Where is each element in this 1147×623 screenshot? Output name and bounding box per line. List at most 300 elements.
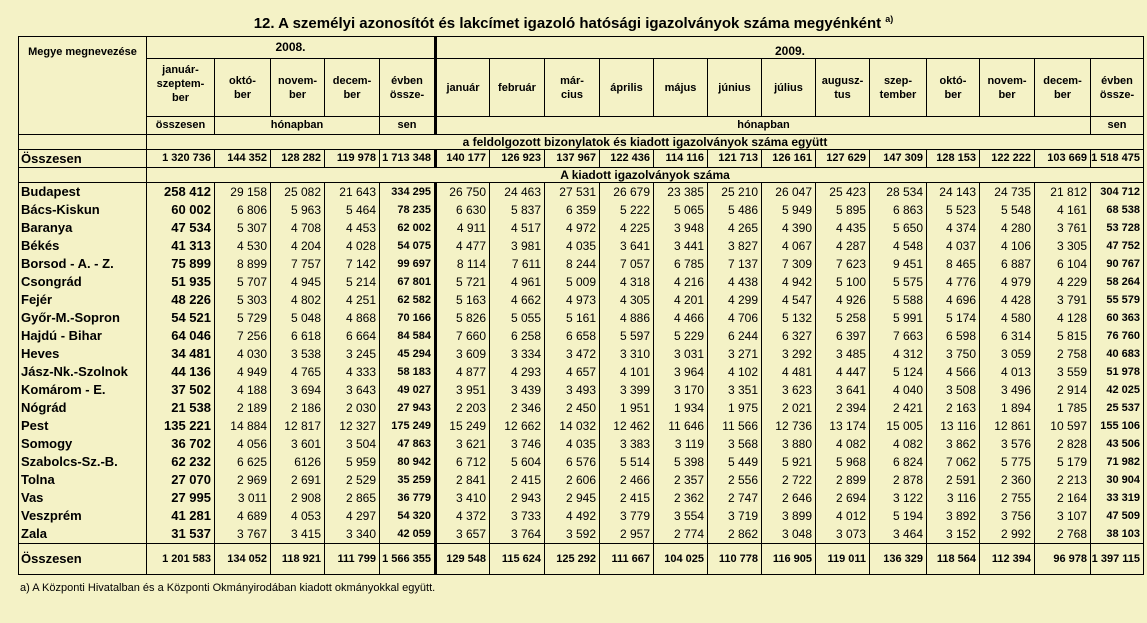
cell-value: 4 161 bbox=[1035, 201, 1091, 219]
cell-value: 6 785 bbox=[654, 255, 708, 273]
cell-value: 5 968 bbox=[816, 453, 870, 471]
cell-value: 25 537 bbox=[1091, 399, 1144, 417]
cell-value: 2 841 bbox=[436, 471, 490, 489]
cell-value: 6 397 bbox=[816, 327, 870, 345]
cell-value: 12 736 bbox=[762, 417, 816, 435]
cell-value: 4 973 bbox=[545, 291, 600, 309]
cell-value: 7 137 bbox=[708, 255, 762, 273]
county-name: Összesen bbox=[19, 544, 147, 575]
cell-value: 30 904 bbox=[1091, 471, 1144, 489]
cell-value: 64 046 bbox=[147, 327, 215, 345]
cell-value: 4 067 bbox=[762, 237, 816, 255]
cell-value: 6 625 bbox=[215, 453, 271, 471]
cell-value: 2 362 bbox=[654, 489, 708, 507]
cell-value: 5 065 bbox=[654, 201, 708, 219]
cell-value: 60 002 bbox=[147, 201, 215, 219]
table-row bbox=[19, 345, 1144, 363]
month-2009-7: július bbox=[762, 59, 816, 117]
cell-value: 12 462 bbox=[600, 417, 654, 435]
cell-value: 2 415 bbox=[600, 489, 654, 507]
cell-value: 5 949 bbox=[762, 201, 816, 219]
cell-value: 4 696 bbox=[927, 291, 980, 309]
cell-value: 6126 bbox=[271, 453, 325, 471]
cell-value: 99 697 bbox=[380, 255, 436, 273]
cell-value: 126 923 bbox=[490, 150, 545, 168]
cell-value: 25 210 bbox=[708, 183, 762, 202]
cell-value: 2 747 bbox=[708, 489, 762, 507]
cell-value: 47 752 bbox=[1091, 237, 1144, 255]
cell-value: 4 082 bbox=[870, 435, 927, 453]
cell-value: 1 785 bbox=[1035, 399, 1091, 417]
cell-value: 44 136 bbox=[147, 363, 215, 381]
table-row bbox=[19, 417, 1144, 435]
cell-value: 2 722 bbox=[762, 471, 816, 489]
cell-value: 2 755 bbox=[980, 489, 1035, 507]
cell-value: 37 502 bbox=[147, 381, 215, 399]
cell-value: 7 623 bbox=[816, 255, 870, 273]
year-2009-header: 2009. bbox=[436, 37, 1144, 59]
cell-value: 26 750 bbox=[436, 183, 490, 202]
cell-value: 24 143 bbox=[927, 183, 980, 202]
cell-value: 4 517 bbox=[490, 219, 545, 237]
cell-value: 118 921 bbox=[271, 544, 325, 575]
cell-value: 8 899 bbox=[215, 255, 271, 273]
cell-value: 67 801 bbox=[380, 273, 436, 291]
cell-value: 3 761 bbox=[1035, 219, 1091, 237]
cell-value: 126 161 bbox=[762, 150, 816, 168]
cell-value: 4 225 bbox=[600, 219, 654, 237]
cell-value: 78 235 bbox=[380, 201, 436, 219]
cell-value: 43 506 bbox=[1091, 435, 1144, 453]
cell-value: 2 945 bbox=[545, 489, 600, 507]
cell-value: 60 363 bbox=[1091, 309, 1144, 327]
cell-value: 3 410 bbox=[436, 489, 490, 507]
cell-value: 3 472 bbox=[545, 345, 600, 363]
cell-value: 3 107 bbox=[1035, 507, 1091, 525]
cell-value: 4 868 bbox=[325, 309, 380, 327]
cell-value: 38 103 bbox=[1091, 525, 1144, 544]
cell-value: 3 305 bbox=[1035, 237, 1091, 255]
cell-value: 68 538 bbox=[1091, 201, 1144, 219]
cell-value: 128 282 bbox=[271, 150, 325, 168]
table-row bbox=[19, 309, 1144, 327]
cell-value: 4 979 bbox=[980, 273, 1035, 291]
cell-value: 21 643 bbox=[325, 183, 380, 202]
cell-value: 334 295 bbox=[380, 183, 436, 202]
cell-value: 135 221 bbox=[147, 417, 215, 435]
table-row bbox=[19, 381, 1144, 399]
unit-honapban-2009: hónapban bbox=[436, 117, 1091, 135]
cell-value: 4 333 bbox=[325, 363, 380, 381]
cell-value: 4 926 bbox=[816, 291, 870, 309]
cell-value: 54 075 bbox=[380, 237, 436, 255]
cell-value: 4 028 bbox=[325, 237, 380, 255]
cell-value: 4 428 bbox=[980, 291, 1035, 309]
cell-value: 3 576 bbox=[980, 435, 1035, 453]
cell-value: 4 106 bbox=[980, 237, 1035, 255]
cell-value: 3 119 bbox=[654, 435, 708, 453]
cell-value: 3 340 bbox=[325, 525, 380, 544]
cell-value: 5 729 bbox=[215, 309, 271, 327]
cell-value: 2 828 bbox=[1035, 435, 1091, 453]
table-row bbox=[19, 525, 1144, 544]
cell-value: 2 899 bbox=[816, 471, 870, 489]
table-row bbox=[19, 255, 1144, 273]
cell-value: 4 961 bbox=[490, 273, 545, 291]
cell-value: 2 694 bbox=[816, 489, 870, 507]
cell-value: 3 657 bbox=[436, 525, 490, 544]
county-name: Csongrád bbox=[19, 273, 147, 291]
cell-value: 3 862 bbox=[927, 435, 980, 453]
cell-value: 1 934 bbox=[654, 399, 708, 417]
cell-value: 41 281 bbox=[147, 507, 215, 525]
cell-value: 75 899 bbox=[147, 255, 215, 273]
cell-value: 5 486 bbox=[708, 201, 762, 219]
cell-value: 21 538 bbox=[147, 399, 215, 417]
cell-value: 4 453 bbox=[325, 219, 380, 237]
cell-value: 5 214 bbox=[325, 273, 380, 291]
cell-value: 111 667 bbox=[600, 544, 654, 575]
cell-value: 28 534 bbox=[870, 183, 927, 202]
cell-value: 4 949 bbox=[215, 363, 271, 381]
cell-value: 5 815 bbox=[1035, 327, 1091, 345]
cell-value: 5 449 bbox=[708, 453, 762, 471]
county-name: Somogy bbox=[19, 435, 147, 453]
cell-value: 2 030 bbox=[325, 399, 380, 417]
cell-value: 21 812 bbox=[1035, 183, 1091, 202]
cell-value: 3 031 bbox=[654, 345, 708, 363]
cell-value: 15 249 bbox=[436, 417, 490, 435]
cell-value: 12 327 bbox=[325, 417, 380, 435]
cell-value: 118 564 bbox=[927, 544, 980, 575]
cell-value: 70 166 bbox=[380, 309, 436, 327]
county-name: Budapest bbox=[19, 183, 147, 202]
cell-value: 2 421 bbox=[870, 399, 927, 417]
cell-value: 4 765 bbox=[271, 363, 325, 381]
cell-value: 4 945 bbox=[271, 273, 325, 291]
county-name: Hajdú - Bihar bbox=[19, 327, 147, 345]
cell-value: 4 102 bbox=[708, 363, 762, 381]
cell-value: 90 767 bbox=[1091, 255, 1144, 273]
cell-value: 3 399 bbox=[600, 381, 654, 399]
section-header-processed: a feldolgozott bizonylatok és kiadott igazolványok száma együtt bbox=[147, 135, 1144, 150]
table-row bbox=[19, 219, 1144, 237]
cell-value: 119 978 bbox=[325, 150, 380, 168]
table-row bbox=[19, 273, 1144, 291]
cell-value: 3 791 bbox=[1035, 291, 1091, 309]
cell-value: 2 969 bbox=[215, 471, 271, 489]
cell-value: 27 943 bbox=[380, 399, 436, 417]
cell-value: 10 597 bbox=[1035, 417, 1091, 435]
cell-value: 2 556 bbox=[708, 471, 762, 489]
cell-value: 5 163 bbox=[436, 291, 490, 309]
month-2009-9: szep- tember bbox=[870, 59, 927, 117]
cell-value: 80 942 bbox=[380, 453, 436, 471]
cell-value: 4 374 bbox=[927, 219, 980, 237]
cell-value: 4 318 bbox=[600, 273, 654, 291]
cell-value: 122 222 bbox=[980, 150, 1035, 168]
cell-value: 6 664 bbox=[325, 327, 380, 345]
cell-value: 27 995 bbox=[147, 489, 215, 507]
cell-value: 7 256 bbox=[215, 327, 271, 345]
cell-value: 3 504 bbox=[325, 435, 380, 453]
cell-value: 9 451 bbox=[870, 255, 927, 273]
cell-value: 3 351 bbox=[708, 381, 762, 399]
cell-value: 110 778 bbox=[708, 544, 762, 575]
cell-value: 14 884 bbox=[215, 417, 271, 435]
cell-value: 1 397 115 bbox=[1091, 544, 1144, 575]
cell-value: 8 465 bbox=[927, 255, 980, 273]
cell-value: 4 216 bbox=[654, 273, 708, 291]
month-2009-10: októ- ber bbox=[927, 59, 980, 117]
month-2008-1: január- szeptem- ber bbox=[147, 59, 215, 117]
cell-value: 4 662 bbox=[490, 291, 545, 309]
table-row bbox=[19, 201, 1144, 219]
month-2009-5: május bbox=[654, 59, 708, 117]
table-row bbox=[19, 489, 1144, 507]
cell-value: 5 597 bbox=[600, 327, 654, 345]
cell-value: 3 694 bbox=[271, 381, 325, 399]
cell-value: 6 359 bbox=[545, 201, 600, 219]
cell-value: 3 152 bbox=[927, 525, 980, 544]
cell-value: 3 464 bbox=[870, 525, 927, 544]
cell-value: 35 259 bbox=[380, 471, 436, 489]
cell-value: 2 415 bbox=[490, 471, 545, 489]
footnote: a) A Központi Hivatalban és a Központi Okmányirodában kiadott okmányokkal együtt. bbox=[20, 582, 436, 594]
cell-value: 51 978 bbox=[1091, 363, 1144, 381]
cell-value: 4 548 bbox=[870, 237, 927, 255]
cell-value: 5 963 bbox=[271, 201, 325, 219]
cell-value: 6 258 bbox=[490, 327, 545, 345]
cell-value: 4 530 bbox=[215, 237, 271, 255]
cell-value: 4 229 bbox=[1035, 273, 1091, 291]
cell-value: 4 657 bbox=[545, 363, 600, 381]
cell-value: 115 624 bbox=[490, 544, 545, 575]
cell-value: 4 040 bbox=[870, 381, 927, 399]
cell-value: 4 435 bbox=[816, 219, 870, 237]
cell-value: 5 048 bbox=[271, 309, 325, 327]
cell-value: 3 733 bbox=[490, 507, 545, 525]
cell-value: 3 493 bbox=[545, 381, 600, 399]
cell-value: 4 280 bbox=[980, 219, 1035, 237]
cell-value: 47 863 bbox=[380, 435, 436, 453]
cell-value: 48 226 bbox=[147, 291, 215, 309]
month-2008-4: decem- ber bbox=[325, 59, 380, 117]
cell-value: 6 824 bbox=[870, 453, 927, 471]
cell-value: 3 892 bbox=[927, 507, 980, 525]
cell-value: 2 213 bbox=[1035, 471, 1091, 489]
cell-value: 3 170 bbox=[654, 381, 708, 399]
cell-value: 3 245 bbox=[325, 345, 380, 363]
cell-value: 7 611 bbox=[490, 255, 545, 273]
cell-value: 62 582 bbox=[380, 291, 436, 309]
cell-value: 7 309 bbox=[762, 255, 816, 273]
cell-value: 15 005 bbox=[870, 417, 927, 435]
cell-value: 4 776 bbox=[927, 273, 980, 291]
cell-value: 3 122 bbox=[870, 489, 927, 507]
cell-value: 6 327 bbox=[762, 327, 816, 345]
cell-value: 6 618 bbox=[271, 327, 325, 345]
cell-value: 7 757 bbox=[271, 255, 325, 273]
cell-value: 3 271 bbox=[708, 345, 762, 363]
table-row bbox=[19, 363, 1144, 381]
cell-value: 3 601 bbox=[271, 435, 325, 453]
cell-value: 4 035 bbox=[545, 237, 600, 255]
county-name: Bács-Kiskun bbox=[19, 201, 147, 219]
cell-value: 5 575 bbox=[870, 273, 927, 291]
cell-value: 6 887 bbox=[980, 255, 1035, 273]
cell-value: 12 817 bbox=[271, 417, 325, 435]
cell-value: 3 719 bbox=[708, 507, 762, 525]
cell-value: 5 124 bbox=[870, 363, 927, 381]
county-name: Győr-M.-Sopron bbox=[19, 309, 147, 327]
cell-value: 11 646 bbox=[654, 417, 708, 435]
cell-value: 3 641 bbox=[816, 381, 870, 399]
cell-value: 4 708 bbox=[271, 219, 325, 237]
section-header-issued: A kiadott igazolványok száma bbox=[147, 168, 1144, 183]
table-row bbox=[19, 471, 1144, 489]
cell-value: 3 116 bbox=[927, 489, 980, 507]
cell-value: 4 201 bbox=[654, 291, 708, 309]
cell-value: 4 580 bbox=[980, 309, 1035, 327]
cell-value: 3 568 bbox=[708, 435, 762, 453]
cell-value: 47 509 bbox=[1091, 507, 1144, 525]
cell-value: 2 992 bbox=[980, 525, 1035, 544]
cell-value: 5 258 bbox=[816, 309, 870, 327]
cell-value: 5 055 bbox=[490, 309, 545, 327]
cell-value: 42 025 bbox=[1091, 381, 1144, 399]
cell-value: 5 837 bbox=[490, 201, 545, 219]
cell-value: 6 104 bbox=[1035, 255, 1091, 273]
county-name: Jász-Nk.-Szolnok bbox=[19, 363, 147, 381]
table-title: 12. A személyi azonosítót és lakcímet igazoló hatósági igazolványok száma megyénként $^{a)}$ bbox=[253, 14, 894, 32]
cell-value: 31 537 bbox=[147, 525, 215, 544]
cell-value: 2 394 bbox=[816, 399, 870, 417]
cell-value: 7 062 bbox=[927, 453, 980, 471]
cell-value: 36 779 bbox=[380, 489, 436, 507]
table-row bbox=[19, 291, 1144, 309]
cell-value: 47 534 bbox=[147, 219, 215, 237]
cell-value: 2 357 bbox=[654, 471, 708, 489]
cell-value: 62 232 bbox=[147, 453, 215, 471]
cell-value: 5 398 bbox=[654, 453, 708, 471]
county-name: Szabolcs-Sz.-B. bbox=[19, 453, 147, 471]
cell-value: 3 073 bbox=[816, 525, 870, 544]
cell-value: 4 312 bbox=[870, 345, 927, 363]
cell-value: 12 861 bbox=[980, 417, 1035, 435]
cell-value: 112 394 bbox=[980, 544, 1035, 575]
cell-value: 5 707 bbox=[215, 273, 271, 291]
cell-value: 4 802 bbox=[271, 291, 325, 309]
unit-sen-2009: sen bbox=[1091, 117, 1144, 135]
cell-value: 36 702 bbox=[147, 435, 215, 453]
cell-value: 23 385 bbox=[654, 183, 708, 202]
cell-value: 4 466 bbox=[654, 309, 708, 327]
cell-value: 2 691 bbox=[271, 471, 325, 489]
cell-value: 114 116 bbox=[654, 150, 708, 168]
cell-value: 155 106 bbox=[1091, 417, 1144, 435]
cell-value: 2 346 bbox=[490, 399, 545, 417]
cell-value: 3 496 bbox=[980, 381, 1035, 399]
cell-value: 4 566 bbox=[927, 363, 980, 381]
table-row bbox=[19, 237, 1144, 255]
cell-value: 119 011 bbox=[816, 544, 870, 575]
cell-value: 3 334 bbox=[490, 345, 545, 363]
cell-value: 5 009 bbox=[545, 273, 600, 291]
cell-value: 258 412 bbox=[147, 183, 215, 202]
unit-osszesen: összesen bbox=[147, 117, 215, 135]
month-2008-2: októ- ber bbox=[215, 59, 271, 117]
cell-value: 3 415 bbox=[271, 525, 325, 544]
cell-value: 4 265 bbox=[708, 219, 762, 237]
cell-value: 6 576 bbox=[545, 453, 600, 471]
cell-value: 128 153 bbox=[927, 150, 980, 168]
month-2009-4: április bbox=[600, 59, 654, 117]
table-row bbox=[19, 399, 1144, 417]
cell-value: 3 292 bbox=[762, 345, 816, 363]
cell-value: 53 728 bbox=[1091, 219, 1144, 237]
cell-value: 5 959 bbox=[325, 453, 380, 471]
cell-value: 4 972 bbox=[545, 219, 600, 237]
cell-value: 4 012 bbox=[816, 507, 870, 525]
cell-value: 1 320 736 bbox=[147, 150, 215, 168]
cell-value: 3 554 bbox=[654, 507, 708, 525]
cell-value: 96 978 bbox=[1035, 544, 1091, 575]
cell-value: 8 244 bbox=[545, 255, 600, 273]
cell-value: 14 032 bbox=[545, 417, 600, 435]
annual-total-2009-header: évben össze- bbox=[1091, 59, 1144, 117]
cell-value: 2 606 bbox=[545, 471, 600, 489]
cell-value: 24 735 bbox=[980, 183, 1035, 202]
cell-value: 33 319 bbox=[1091, 489, 1144, 507]
cell-value: 5 775 bbox=[980, 453, 1035, 471]
cell-value: 4 297 bbox=[325, 507, 380, 525]
cell-value: 76 760 bbox=[1091, 327, 1144, 345]
unit-sen-2008: sen bbox=[380, 117, 436, 135]
cell-value: 1 951 bbox=[600, 399, 654, 417]
cell-value: 51 935 bbox=[147, 273, 215, 291]
cell-value: 144 352 bbox=[215, 150, 271, 168]
cell-value: 2 768 bbox=[1035, 525, 1091, 544]
cell-value: 7 660 bbox=[436, 327, 490, 345]
cell-value: 3 059 bbox=[980, 345, 1035, 363]
month-2009-6: június bbox=[708, 59, 762, 117]
cell-value: 5 991 bbox=[870, 309, 927, 327]
cell-value: 116 905 bbox=[762, 544, 816, 575]
cell-value: 4 299 bbox=[708, 291, 762, 309]
cell-value: 5 222 bbox=[600, 201, 654, 219]
cell-value: 3 621 bbox=[436, 435, 490, 453]
cell-value: 5 523 bbox=[927, 201, 980, 219]
cell-value: 137 967 bbox=[545, 150, 600, 168]
total-processed-row bbox=[19, 150, 1144, 168]
cell-value: 111 799 bbox=[325, 544, 380, 575]
county-id-card-table bbox=[18, 36, 1144, 575]
cell-value: 58 183 bbox=[380, 363, 436, 381]
cell-value: 4 037 bbox=[927, 237, 980, 255]
cell-value: 13 174 bbox=[816, 417, 870, 435]
table-row bbox=[19, 435, 1144, 453]
cell-value: 3 609 bbox=[436, 345, 490, 363]
cell-value: 55 579 bbox=[1091, 291, 1144, 309]
cell-value: 4 056 bbox=[215, 435, 271, 453]
cell-value: 2 878 bbox=[870, 471, 927, 489]
cell-value: 3 827 bbox=[708, 237, 762, 255]
cell-value: 4 438 bbox=[708, 273, 762, 291]
cell-value: 3 441 bbox=[654, 237, 708, 255]
cell-value: 127 629 bbox=[816, 150, 870, 168]
cell-value: 5 132 bbox=[762, 309, 816, 327]
